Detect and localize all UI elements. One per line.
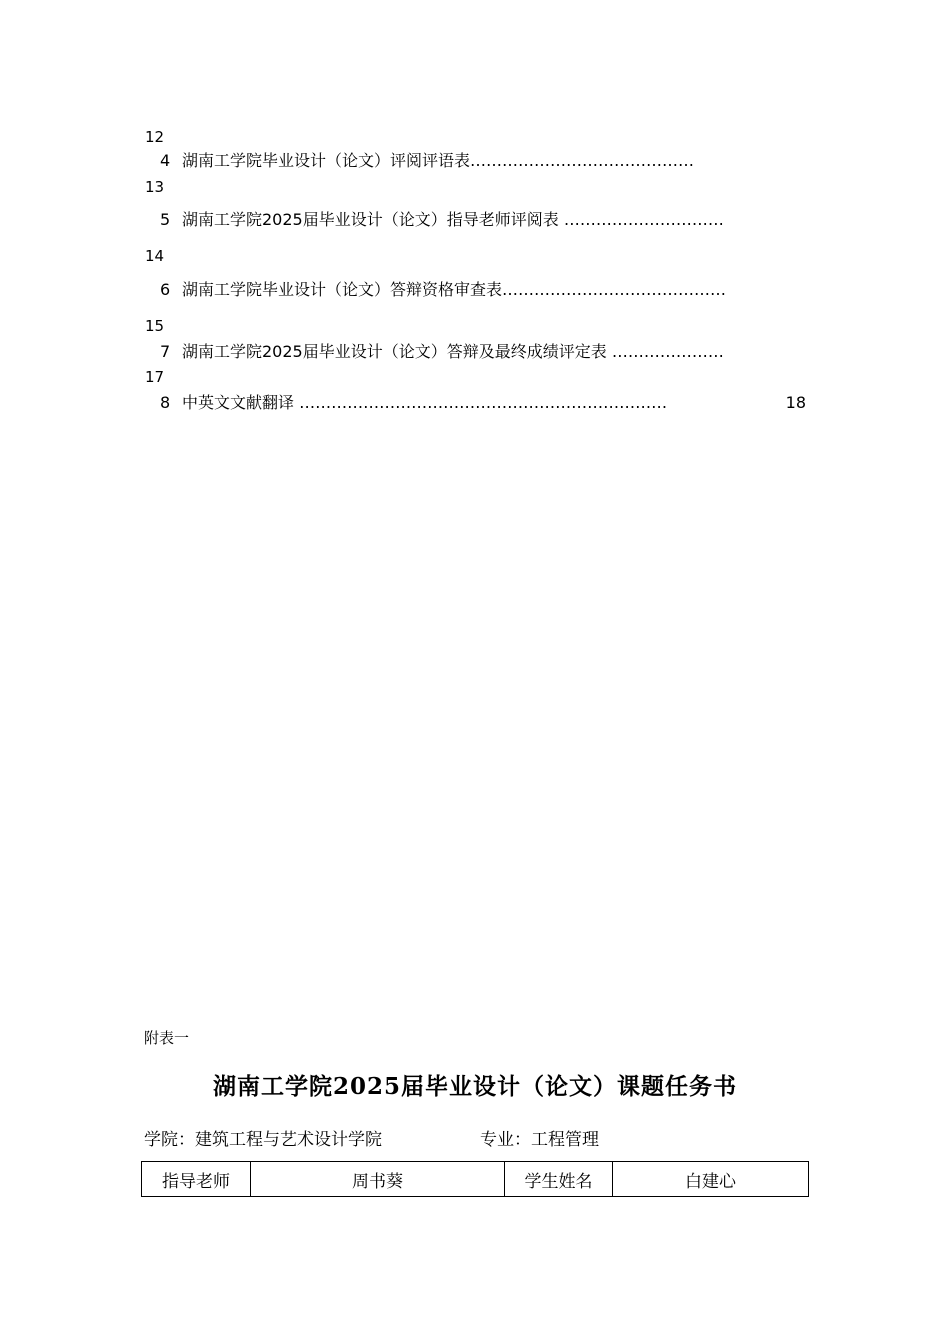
toc-entry-number: 8 bbox=[160, 393, 171, 412]
toc-entry[interactable] bbox=[160, 151, 806, 171]
student-label-cell: 学生姓名 bbox=[505, 1162, 613, 1197]
advisor-label-cell: 指导老师 bbox=[142, 1162, 251, 1197]
toc-leader-dots: ………………………… bbox=[558, 210, 724, 229]
college-field: 学院：建筑工程与艺术设计学院 bbox=[144, 1130, 382, 1150]
toc-entry[interactable] bbox=[160, 342, 806, 362]
toc-entry-page: 18 bbox=[785, 393, 806, 412]
toc-entry[interactable] bbox=[160, 393, 806, 413]
toc-entry[interactable] bbox=[160, 280, 806, 300]
toc-entry-number: 5 bbox=[160, 210, 171, 229]
toc-entry-title: 湖南工学院毕业设计（论文）评阅评语表 bbox=[182, 151, 471, 170]
toc-entry-number: 6 bbox=[160, 280, 171, 299]
toc-leader-dots: …………………………………… bbox=[470, 151, 695, 170]
student-name-cell: 白建心 bbox=[613, 1162, 809, 1197]
major-field: 专业：工程管理 bbox=[480, 1130, 599, 1150]
appendix-label: 附表一 bbox=[144, 1029, 190, 1047]
toc-entry-title: 中英文文献翻译 bbox=[182, 393, 295, 412]
toc-page-number: 13 bbox=[145, 178, 165, 196]
toc-page-number: 15 bbox=[145, 317, 165, 335]
toc-entry[interactable] bbox=[160, 210, 806, 230]
form-title: 湖南工学院2025届毕业设计（论文）课题任务书 bbox=[212, 1073, 737, 1100]
toc-entry-number: 4 bbox=[160, 151, 171, 170]
assignment-info-table bbox=[141, 1161, 809, 1197]
toc-entry-title: 湖南工学院2025届毕业设计（论文）答辩及最终成绩评定表 bbox=[182, 342, 607, 361]
table-row bbox=[142, 1162, 809, 1197]
toc-entry-number: 7 bbox=[160, 342, 171, 361]
toc-leader-dots: ………………… bbox=[606, 342, 724, 361]
toc-entry-title: 湖南工学院2025届毕业设计（论文）指导老师评阅表 bbox=[182, 210, 559, 229]
toc-leader-dots: …………………………………………………………… bbox=[294, 393, 668, 412]
advisor-name-cell: 周书葵 bbox=[251, 1162, 505, 1197]
toc-page-number: 17 bbox=[145, 368, 165, 386]
toc-leader-dots: …………………………………… bbox=[502, 280, 727, 299]
toc-page-number: 12 bbox=[145, 128, 165, 146]
toc-entry-title: 湖南工学院毕业设计（论文）答辩资格审查表 bbox=[182, 280, 503, 299]
toc-page-number: 14 bbox=[145, 247, 165, 265]
